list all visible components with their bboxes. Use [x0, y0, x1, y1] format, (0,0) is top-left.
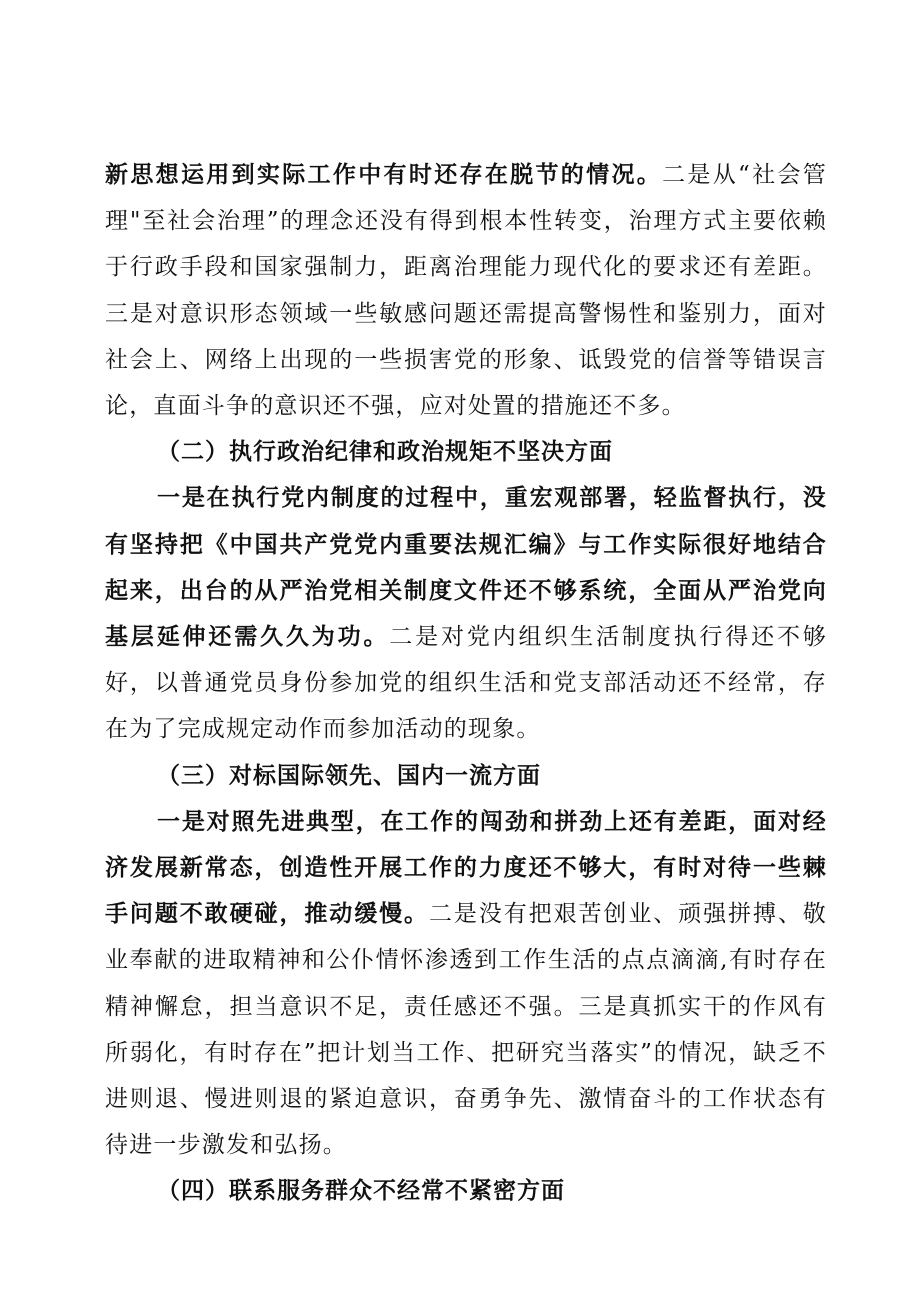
paragraph-1	[105, 152, 827, 429]
paragraph-1-body: 二是从“社会管理"至社会治理”的理念还没有得到根本性转变，治理方式主要依赖于行政手段和国家强制力，距离治理能力现代化的要求还有差距。三是对意识形态领域一些敏感问题还需提高警惕性和鉴别力，面对社会上、网络上出现的一些损害党的形象、诋毁党的信誉等错误言论，直面斗争的意识还不强，应对处置的措施还不多。	[105, 162, 827, 420]
document-page	[105, 152, 827, 1215]
paragraph-2-body: 二是对党内组织生活制度执行得还不够好，以普通党员身份参加党的组织生活和党支部活动还不经常，存在为了完成规定动作而参加活动的现象。	[105, 624, 828, 743]
paragraph-2	[105, 475, 827, 752]
paragraph-2-bold-lead: 一是在执行党内制度的过程中，重宏观部署，轻监督执行，没有坚持把《中国共产党党内重要法规汇编》与工作实际很好地结合起来，出台的从严治党相关制度文件还不够系统，全面从严治党向基层延伸还需久久为功。	[105, 484, 827, 651]
paragraph-3-body: 二是没有把艰苦创业、顽强拼搏、敬业奉献的进取精神和公仆情怀渗透到工作生活的点点滴滴,有时存在精神懈怠，担当意识不足，责任感还不强。三是真抓实干的作风有所弱化，有时存在”把计划当工作、把研究当落实”的情况，缺乏不进则退、慢进则退的紧迫意识，奋勇争先、激情奋斗的工作状态有待进一步激发和弘扬。	[105, 901, 827, 1159]
section-heading-2: （二）执行政治纪律和政治规矩不坚决方面	[157, 438, 613, 466]
section-heading-4: （四）联系服务群众不经常不紧密方面	[157, 1177, 565, 1205]
paragraph-3-bold-lead: 一是对照先进典型，在工作的闯劲和拼劲上还有差距，面对经济发展新常态，创造性开展工作的力度还不够大，有时对待一些棘手问题不敢硬碰，推动缓慢。	[105, 807, 827, 928]
paragraph-3	[105, 799, 827, 1169]
paragraph-1-bold-lead: 新思想运用到实际工作中有时还存在脱节的情况。	[105, 161, 663, 188]
section-heading-3: （三）对标国际领先、国内一流方面	[157, 761, 541, 789]
